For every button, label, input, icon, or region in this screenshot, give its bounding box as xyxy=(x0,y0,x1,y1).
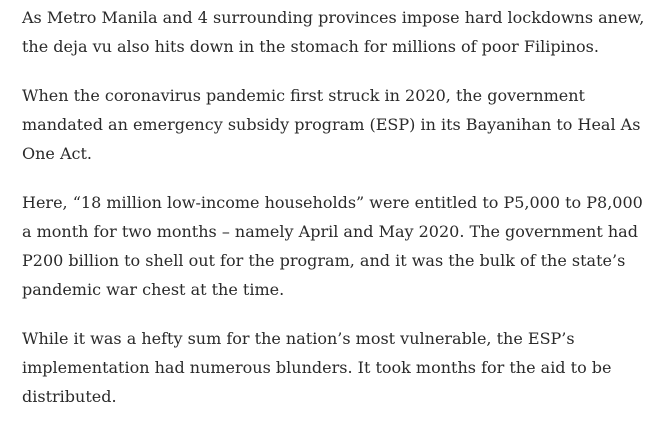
paragraph-blunders xyxy=(22,324,652,411)
paragraph-line: When the coronavirus pandemic first struck in 2020, the government xyxy=(22,86,585,105)
paragraph-line: the deja vu also hits down in the stomach for millions of poor Filipinos. xyxy=(22,37,599,56)
paragraph-esp-mandate xyxy=(22,81,652,168)
paragraph-line: While it was a hefty sum for the nation’s most vulnerable, the ESP’s xyxy=(22,329,575,348)
article-body xyxy=(22,0,652,431)
paragraph-line: As Metro Manila and 4 surrounding provinces impose hard lockdowns anew, xyxy=(22,8,645,27)
paragraph-line: Here, “18 million low-income households” were entitled to P5,000 to P8,000 xyxy=(22,193,643,212)
paragraph-lockdowns xyxy=(22,3,652,61)
paragraph-line: One Act. xyxy=(22,144,93,163)
paragraph-line: distributed. xyxy=(22,387,117,406)
paragraph-households xyxy=(22,188,652,304)
paragraph-line: a month for two months – namely April and May 2020. The government had xyxy=(22,222,638,241)
paragraph-line: pandemic war chest at the time. xyxy=(22,280,285,299)
paragraph-line: P200 billion to shell out for the program, and it was the bulk of the state’s xyxy=(22,251,626,270)
paragraph-line: mandated an emergency subsidy program (ESP) in its Bayanihan to Heal As xyxy=(22,115,641,134)
paragraph-line: implementation had numerous blunders. It took months for the aid to be xyxy=(22,358,612,377)
